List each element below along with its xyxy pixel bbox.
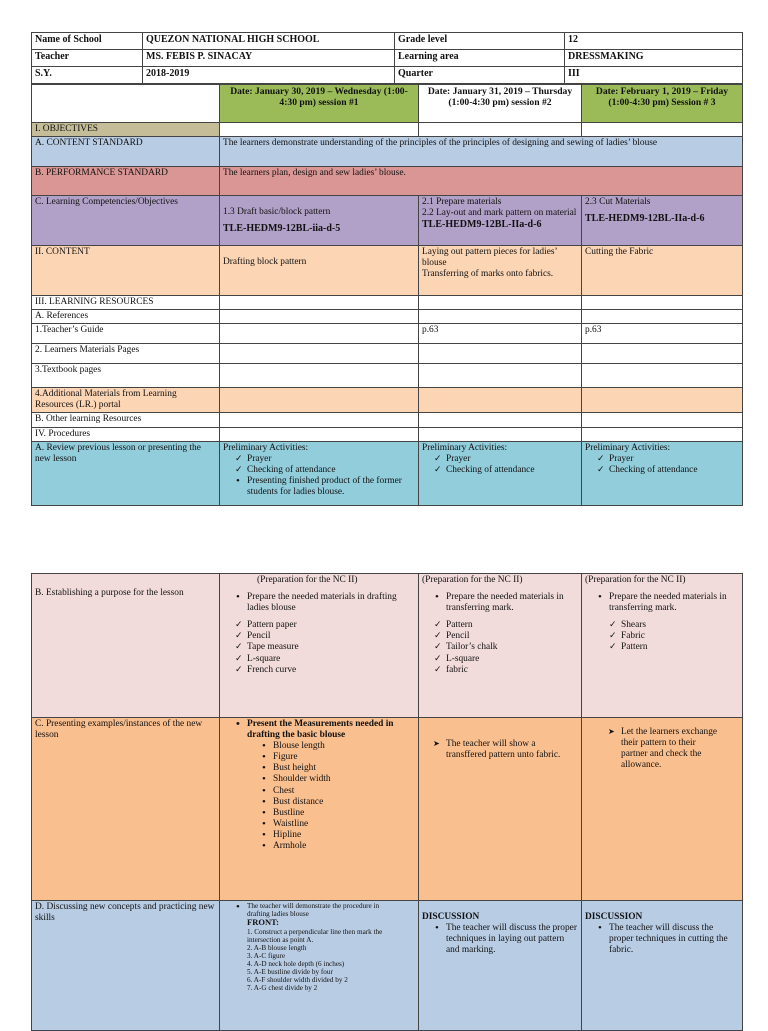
teachers-guide-row <box>32 324 743 344</box>
step-item: 4. A-D neck hole depth (6 inches) <box>247 959 345 968</box>
prep-label: (Preparation for the NC II) <box>585 575 686 585</box>
step-item: 3. A-C figure <box>247 951 286 960</box>
content-session-2 <box>419 246 582 296</box>
learners-pages-row <box>32 344 743 364</box>
performance-standard-label: B. PERFORMANCE STANDARD <box>32 167 220 196</box>
list-item: ✓ fabric <box>432 665 578 676</box>
competency-2b-text: 2.2 Lay-out and mark pattern on material <box>422 208 577 219</box>
step-item: 6. A-F shoulder width divided by 2 <box>247 976 348 985</box>
purpose-session-1 <box>220 574 419 718</box>
examples-session-1 <box>220 718 419 901</box>
review-session-3 <box>582 441 743 505</box>
demo-list <box>223 902 415 992</box>
list-item: ➤ Let the learners exchange their pattern to their partner and check the allowance. <box>607 727 721 771</box>
session-1-header: Date: January 30, 2019 – Wednesday (1:00-4:30 pm) session #1 <box>220 85 419 123</box>
list-item: • The teacher will discuss the proper techniques in cutting the fabric. <box>595 923 739 956</box>
discussion-2-list <box>422 923 578 956</box>
content-2b-text: Transferring of marks onto fabrics. <box>422 269 554 280</box>
competency-2-code: TLE-HEDM9-12BL-IIa-d-6 <box>422 219 542 231</box>
list-item: • Present the Measurements needed in drafting the basic blouse <box>233 719 415 741</box>
review-1-bullets <box>223 476 415 498</box>
resources-row <box>32 296 743 310</box>
school-label: Name of School <box>32 33 143 50</box>
competency-session-1 <box>220 196 419 246</box>
examples-row <box>32 718 743 901</box>
area-label: Learning area <box>395 50 565 67</box>
examples-2-list <box>422 739 578 761</box>
list-item: • Bust distance <box>259 797 415 808</box>
discussion-heading: DISCUSSION <box>585 912 643 922</box>
demo-text: • The teacher will demonstrate the procedure in drafting ladies blouse <box>247 902 380 919</box>
list-item: • Blouse length <box>259 741 415 752</box>
list-item: ✓ Pencil <box>432 631 578 642</box>
content-row <box>32 246 743 296</box>
prelim-label: Preliminary Activities: <box>585 442 671 453</box>
competency-session-3 <box>582 196 743 246</box>
competency-1-code: TLE-HEDM9-12BL-iia-d-5 <box>223 223 341 235</box>
content-session-3: Cutting the Fabric <box>582 246 743 296</box>
purpose-session-3 <box>582 574 743 718</box>
competency-3-text: 2.3 Cut Materials <box>585 197 651 208</box>
lesson-plan-table-continued <box>31 573 743 1031</box>
list-item: • Armhole <box>259 841 415 852</box>
content-1-text: Drafting block pattern <box>223 257 307 268</box>
purpose-label: B. Establishing a purpose for the lesson <box>32 574 220 718</box>
competency-session-2 <box>419 196 582 246</box>
materials-1-list <box>223 620 415 675</box>
discussing-session-2 <box>419 901 582 1031</box>
materials-3-list <box>585 620 739 653</box>
references-label: A. References <box>32 310 220 324</box>
content-standard-row <box>32 137 743 167</box>
content-session-1 <box>220 246 419 296</box>
list-item: • Chest <box>259 786 415 797</box>
learners-pages-label: 2. Learners Materials Pages <box>32 344 220 364</box>
content-2a-text: Laying out pattern pieces for ladies’ blouse <box>422 247 557 269</box>
list-item: • Prepare the needed materials in transferring mark. <box>432 592 578 614</box>
list-item: • Hipline <box>259 830 415 841</box>
list-item: ✓ L-square <box>233 654 415 665</box>
list-item: ✓ Checking of attendance <box>432 465 578 476</box>
school-row <box>32 33 743 50</box>
list-item: ✓ Pattern <box>607 642 739 653</box>
list-item: ✓ Prayer <box>595 454 739 465</box>
list-item: • Presenting finished product of the former students for ladies blouse. <box>233 476 415 498</box>
content-standard-text: The learners demonstrate understanding of the principles of the principles of designing and sewing of ladies’ blouse <box>220 137 743 167</box>
session-header-row <box>32 85 743 123</box>
session-3-header: Date: February 1, 2019 – Friday (1:00-4:30 pm) Session # 3 <box>582 85 743 123</box>
procedures-row <box>32 427 743 441</box>
front-label: FRONT: <box>247 917 279 928</box>
list-item: • Bustline <box>259 808 415 819</box>
review-session-2 <box>419 441 582 505</box>
purpose-row <box>32 574 743 718</box>
school-info-table <box>31 32 743 84</box>
list-item: • Shoulder width <box>259 774 415 785</box>
teacher-label: Teacher <box>32 50 143 67</box>
list-item: ✓ Fabric <box>607 631 739 642</box>
step-item: 2. A-B blouse length <box>247 943 307 952</box>
discussing-label: D. Discussing new concepts and practicing new skills <box>32 901 220 1031</box>
list-item: • The teacher will discuss the proper techniques in laying out pattern and marking. <box>432 923 578 956</box>
list-item: ✓ Shears <box>607 620 739 631</box>
teachers-guide-session-2: p.63 <box>419 324 582 344</box>
list-item: ✓ Pencil <box>233 631 415 642</box>
quarter-value: III <box>565 67 743 84</box>
school-value: QUEZON NATIONAL HIGH SCHOOL <box>143 33 395 50</box>
additional-materials-row <box>32 388 743 413</box>
competencies-row <box>32 196 743 246</box>
examples-session-2 <box>419 718 582 901</box>
discussing-row <box>32 901 743 1031</box>
content-label: II. CONTENT <box>32 246 220 296</box>
review-session-1 <box>220 441 419 505</box>
sy-label: S.Y. <box>32 67 143 84</box>
list-item: ✓ Checking of attendance <box>233 465 415 476</box>
performance-standard-row <box>32 167 743 196</box>
list-item: ✓ Tape measure <box>233 642 415 653</box>
prelim-label: Preliminary Activities: <box>223 442 309 453</box>
textbook-label: 3.Textbook pages <box>32 364 220 388</box>
list-item: ✓ Prayer <box>432 454 578 465</box>
objectives-label: I. OBJECTIVES <box>32 123 220 137</box>
lesson-plan-table <box>31 84 743 506</box>
teachers-guide-session-3: p.63 <box>582 324 743 344</box>
grade-value: 12 <box>565 33 743 50</box>
competencies-label: C. Learning Competencies/Objectives <box>32 196 220 246</box>
references-row <box>32 310 743 324</box>
materials-2-list <box>422 620 578 675</box>
purpose-session-2 <box>419 574 582 718</box>
teacher-value: MS. FEBIS P. SINACAY <box>143 50 395 67</box>
competency-3-code: TLE-HEDM9-12BL-IIa-d-6 <box>585 213 705 225</box>
step-item: 7. A-G chest divide by 2 <box>247 984 318 993</box>
resources-label: III. LEARNING RESOURCES <box>32 296 220 310</box>
review-3-list <box>585 454 739 476</box>
area-value: DRESSMAKING <box>565 50 743 67</box>
grade-label: Grade level <box>395 33 565 50</box>
list-item <box>233 902 395 992</box>
prelim-label: Preliminary Activities: <box>422 442 508 453</box>
discussion-heading: DISCUSSION <box>422 912 480 922</box>
purpose-1-bullets <box>223 592 415 614</box>
competency-2a-text: 2.1 Prepare materials <box>422 197 502 208</box>
list-item: • Figure <box>259 752 415 763</box>
measurements-list <box>237 741 415 852</box>
prep-label: (Preparation for the NC II) <box>257 575 358 585</box>
discussion-3-list <box>585 923 739 956</box>
purpose-2-bullets <box>422 592 578 614</box>
performance-standard-text: The learners plan, design and sew ladies’ blouse. <box>220 167 743 196</box>
list-item: • Bust height <box>259 763 415 774</box>
review-row <box>32 441 743 505</box>
discussing-session-3 <box>582 901 743 1031</box>
examples-3-list <box>585 727 739 771</box>
procedures-label: IV. Procedures <box>32 427 220 441</box>
examples-session-3 <box>582 718 743 901</box>
list-item: ➤ The teacher will show a transffered pattern unto fabric. <box>432 739 578 761</box>
review-1-list <box>223 454 415 476</box>
session-2-header: Date: January 31, 2019 – Thursday (1:00-4:30 pm) session #2 <box>419 85 582 123</box>
other-resources-label: B. Other learning Resources <box>32 413 220 427</box>
teacher-row <box>32 50 743 67</box>
list-item: ✓ L-square <box>432 654 578 665</box>
examples-label: C. Presenting examples/instances of the new lesson <box>32 718 220 901</box>
list-item: ✓ Pattern paper <box>233 620 415 631</box>
list-item: • Prepare the needed materials in drafting ladies blouse <box>233 592 415 614</box>
review-2-list <box>422 454 578 476</box>
other-resources-row <box>32 413 743 427</box>
step-item: 5. A-E bustline divide by four <box>247 967 333 976</box>
list-item: • Prepare the needed materials in transferring mark. <box>595 592 739 614</box>
list-item: ✓ Pattern <box>432 620 578 631</box>
objectives-row <box>32 123 743 137</box>
step-item: 1. Construct a perpendicular line then mark the intersection as point A. <box>247 927 383 944</box>
textbook-row <box>32 364 743 388</box>
sy-row <box>32 67 743 84</box>
list-item: • Waistline <box>259 819 415 830</box>
discussing-session-1 <box>220 901 419 1031</box>
measurements-title-list <box>223 719 415 741</box>
additional-materials-label: 4.Additional Materials from Learning Resources (LR.) portal <box>32 388 220 413</box>
prep-label: (Preparation for the NC II) <box>422 575 523 585</box>
blank-header-cell <box>32 85 220 123</box>
list-item: ✓ French curve <box>233 665 415 676</box>
content-standard-label: A. CONTENT STANDARD <box>32 137 220 167</box>
review-label: A. Review previous lesson or presenting the new lesson <box>32 441 220 505</box>
list-item: ✓ Checking of attendance <box>595 465 739 476</box>
purpose-3-bullets <box>585 592 739 614</box>
list-item: ✓ Tailor’s chalk <box>432 642 578 653</box>
sy-value: 2018-2019 <box>143 67 395 84</box>
list-item: ✓ Prayer <box>233 454 415 465</box>
competency-1-text: 1.3 Draft basic/block pattern <box>223 207 331 218</box>
quarter-label: Quarter <box>395 67 565 84</box>
teachers-guide-label: 1.Teacher’s Guide <box>32 324 220 344</box>
